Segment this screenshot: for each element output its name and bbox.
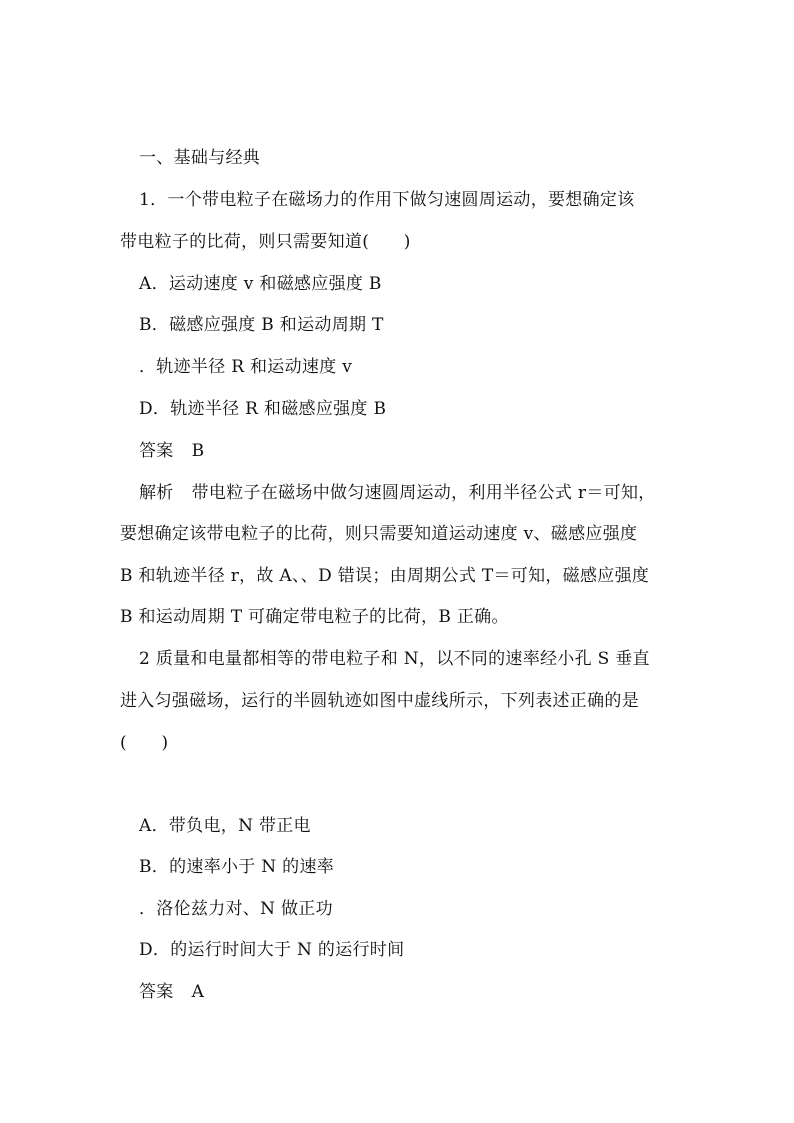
question-1-explanation-line-1	[139, 481, 656, 505]
explanation-label: 解析	[139, 483, 174, 503]
question-1-option-a: A．运动速度 v 和磁感应强度 B	[139, 274, 382, 294]
question-1-explanation-line-4: B 和运动周期 T 可确定带电粒子的比荷，B 正确。	[120, 607, 509, 627]
question-2-option-d: D．的运行时间大于 N 的运行时间	[139, 940, 405, 960]
answer-label: 答案	[139, 441, 174, 461]
question-1-explanation-line-3: B 和轨迹半径 r，故 A、、D 错误；由周期公式 T＝可知，磁感应强度	[120, 566, 650, 586]
question-2-stem-line-1: 2 质量和电量都相等的带电粒子和 N，以不同的速率经小孔 S 垂直	[139, 649, 650, 669]
question-2-option-b: B．的速率小于 N 的速率	[139, 857, 335, 877]
question-2-stem-line-3: ( )	[120, 733, 169, 753]
answer-value: A	[191, 982, 205, 1002]
answer-value: B	[191, 441, 205, 461]
question-2-option-c: ．洛伦兹力对、N 做正功	[139, 899, 333, 919]
question-2-option-a: A．带负电，N 带正电	[139, 816, 311, 836]
question-1-stem-line-2: 带电粒子的比荷，则只需要知道( )	[120, 232, 411, 252]
question-1-answer	[139, 439, 204, 463]
question-1-explanation-line-2: 要想确定该带电粒子的比荷，则只需要知道运动速度 v、磁感应强度	[120, 524, 638, 544]
question-2-answer	[139, 980, 204, 1004]
section-heading: 一、基础与经典	[139, 148, 261, 168]
explanation-text: 带电粒子在磁场中做匀速圆周运动，利用半径公式 r＝可知，	[191, 483, 656, 503]
question-1-option-d: D．轨迹半径 R 和磁感应强度 B	[139, 399, 387, 419]
question-2-stem-line-2: 进入匀强磁场，运行的半圆轨迹如图中虚线所示，下列表述正确的是	[120, 691, 639, 711]
question-1-stem-line-1: 1．一个带电粒子在磁场力的作用下做匀速圆周运动，要想确定该	[139, 190, 635, 210]
answer-label: 答案	[139, 982, 174, 1002]
question-1-option-b: B．磁感应强度 B 和运动周期 T	[139, 315, 384, 335]
question-1-option-c: ．轨迹半径 R 和运动速度 v	[139, 357, 353, 377]
